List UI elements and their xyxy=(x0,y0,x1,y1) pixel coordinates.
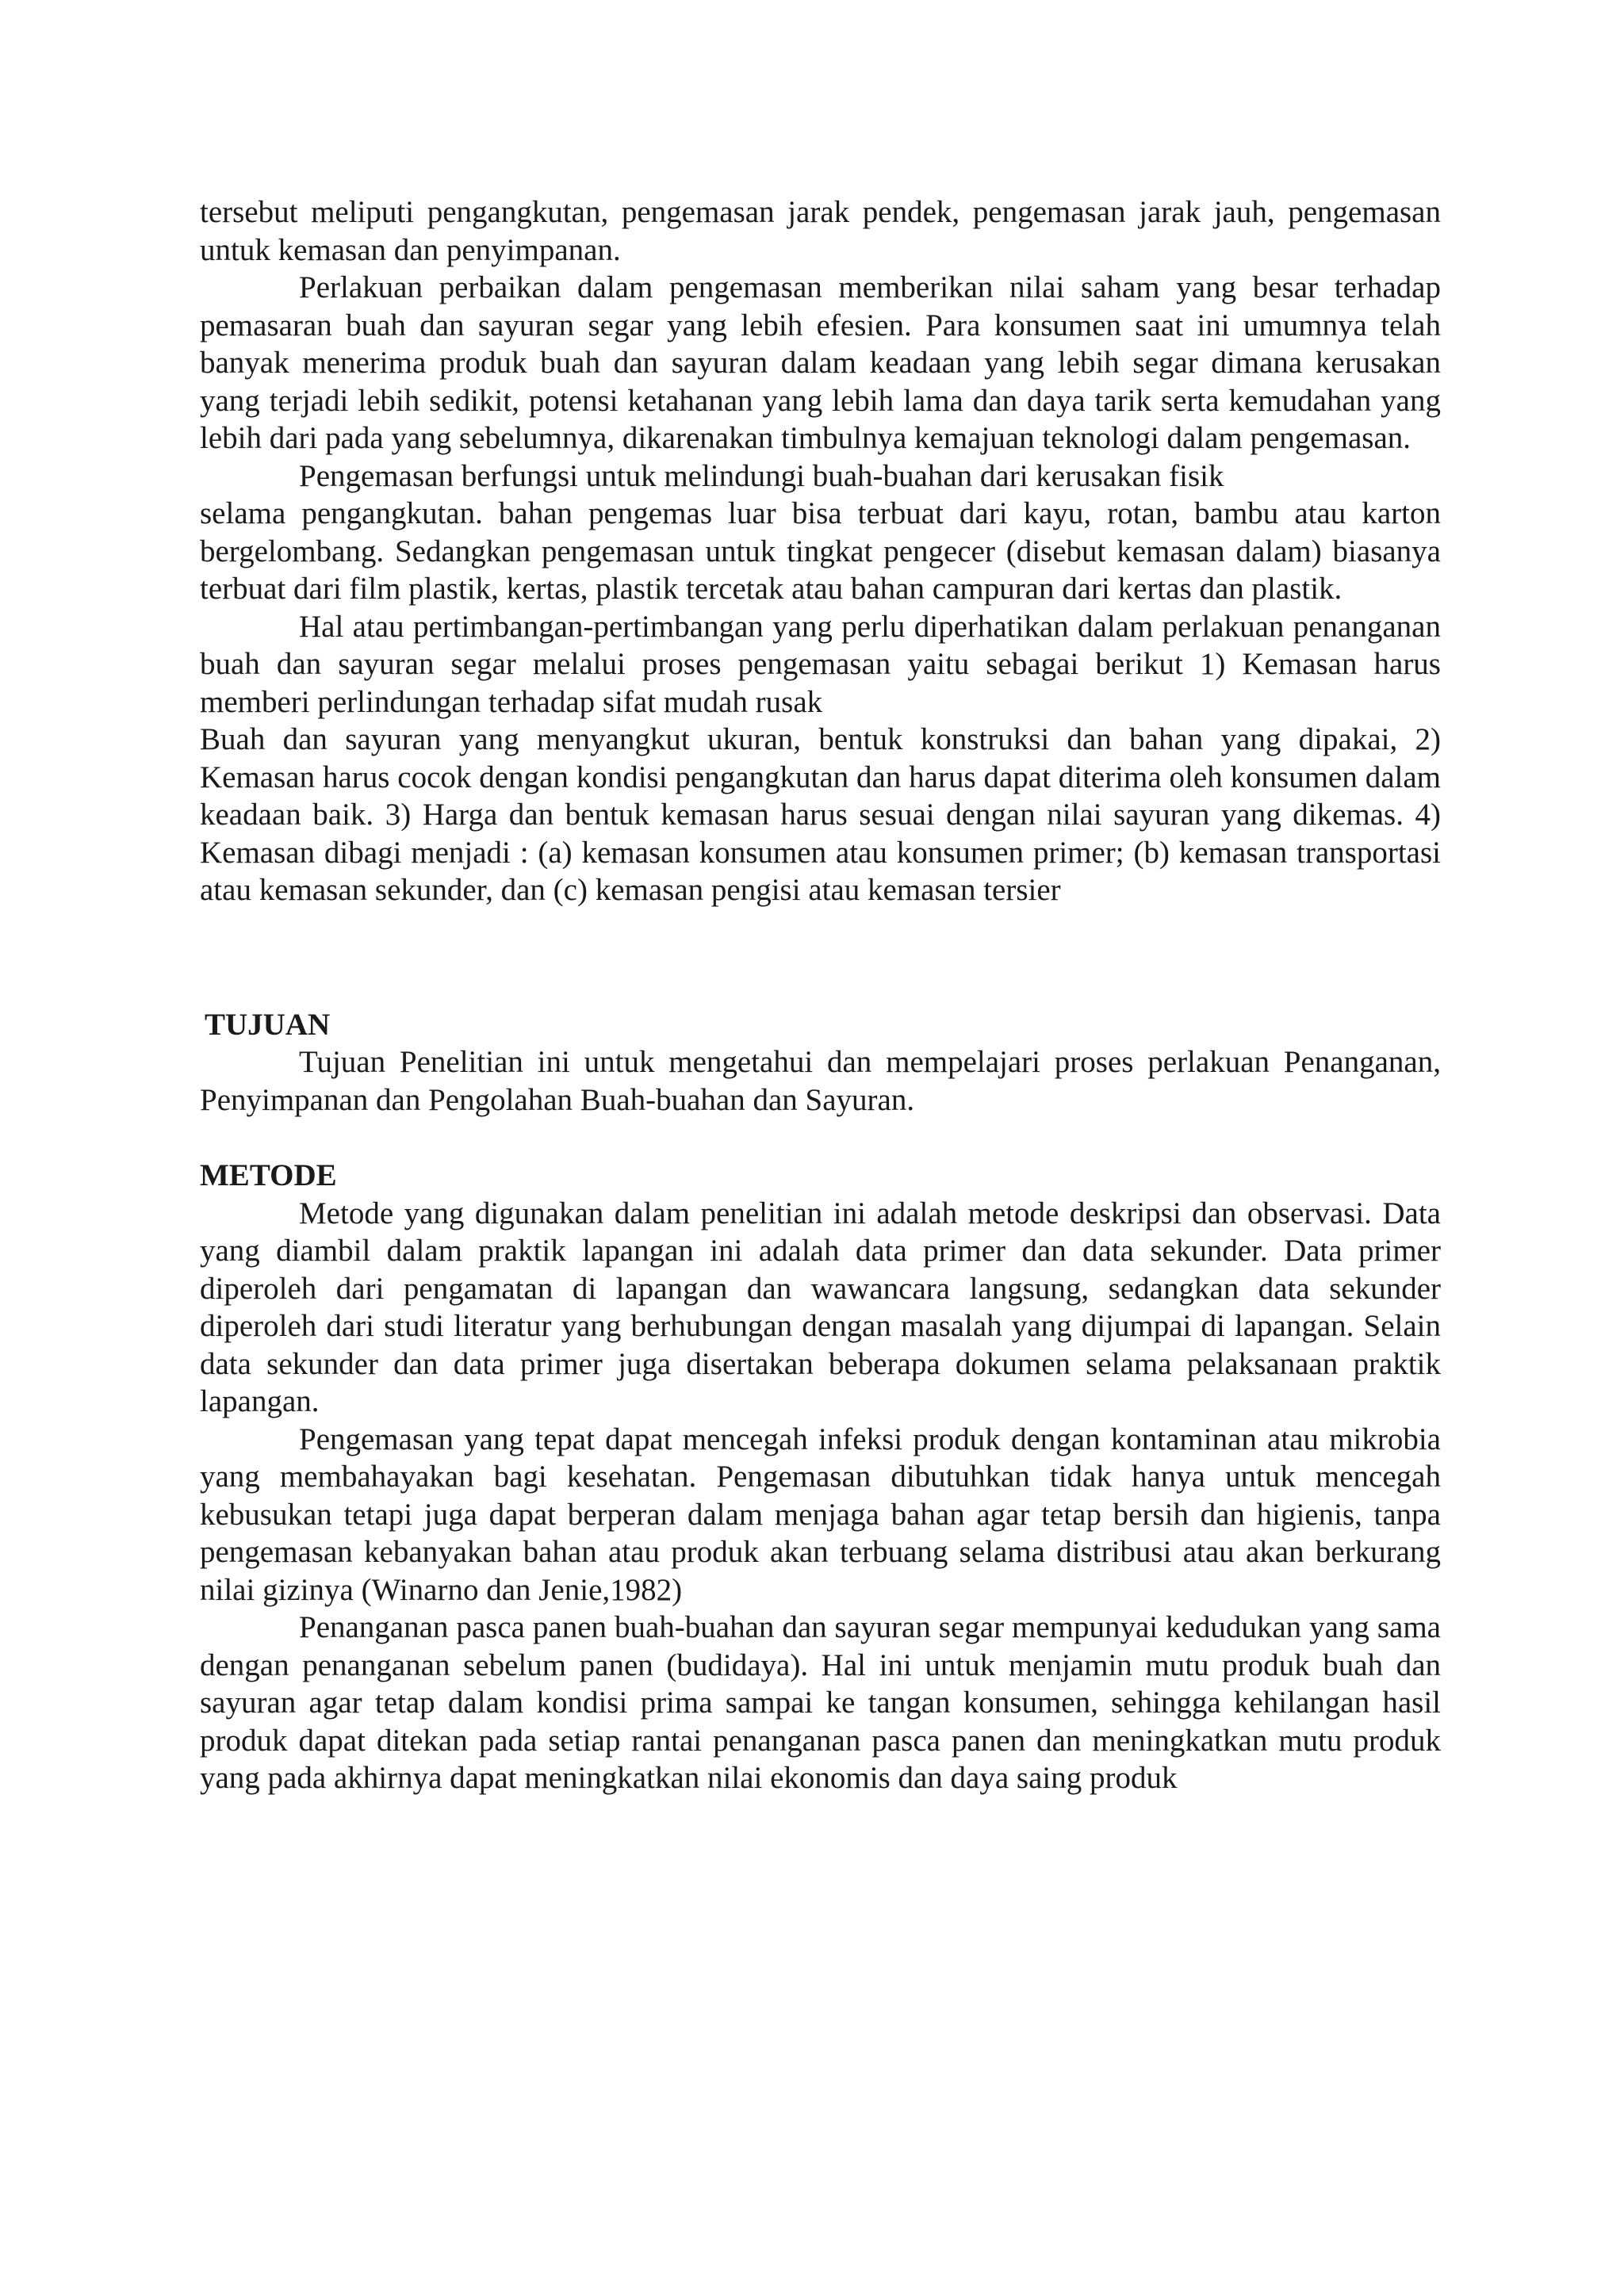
paragraph-considerations: Hal atau pertimbangan-pertimbangan yang perlu diperhatikan dalam perlakuan penanganan buah dan sayuran segar melalui proses pengemasan yaitu sebagai berikut 1) Kemasan harus memberi perlindungan terhadap sifat mudah rusak xyxy=(200,609,1441,719)
paragraph-packaging-function: Pengemasan berfungsi untuk melindungi buah-buahan dari kerusakan fisik xyxy=(299,458,1224,493)
document-body xyxy=(200,193,1441,1797)
paragraph-metode-method: Metode yang digunakan dalam penelitian ini adalah metode deskripsi dan observasi. Data yang diambil dalam praktik lapangan ini adalah data primer dan data sekunder. Data primer diperoleh dari pengamatan di lapangan dan wawancara langsung, sedangkan data sekunder diperoleh dari studi literatur yang berhubungan dengan masalah yang dijumpai di lapangan. Selain data sekunder dan data primer juga disertakan beberapa dokumen selama pelaksanaan praktik lapangan. xyxy=(200,1196,1441,1418)
paragraph-continuation: tersebut meliputi pengangkutan, pengemasan jarak pendek, pengemasan jarak jauh, pengemasan untuk kemasan dan penyimpanan. xyxy=(200,195,1441,267)
section-heading-tujuan: TUJUAN xyxy=(205,1007,331,1042)
paragraph-metode-postharvest: Penanganan pasca panen buah-buahan dan sayuran segar mempunyai kedudukan yang sama dengan penanganan sebelum panen (budidaya). Hal ini untuk menjamin mutu produk buah dan sayuran agar tetap dalam kondisi prima sampai ke tangan konsumen, sehingga kehilangan hasil produk dapat ditekan pada setiap rantai penanganan pasca panen dan meningkatkan mutu produk yang pada akhirnya dapat meningkatkan nilai ekonomis dan daya saing produk xyxy=(200,1610,1441,1795)
paragraph-packaging-improvement: Perlakuan perbaikan dalam pengemasan memberikan nilai saham yang besar terhadap pemasaran buah dan sayuran segar yang lebih efesien. Para konsumen saat ini umumnya telah banyak menerima produk buah dan sayuran dalam keadaan yang lebih segar dimana kerusakan yang terjadi lebih sedikit, potensi ketahanan yang lebih lama dan daya tarik serta kemudahan yang lebih dari pada yang sebelumnya, dikarenakan timbulnya kemajuan teknologi dalam pengemasan. xyxy=(200,270,1441,455)
paragraph-considerations-list: Buah dan sayuran yang menyangkut ukuran, bentuk konstruksi dan bahan yang dipakai, 2) Kemasan harus cocok dengan kondisi pengangkutan dan harus dapat diterima oleh konsumen dalam keadaan baik. 3) Harga dan bentuk kemasan harus sesuai dengan nilai sayuran yang dikemas. 4) Kemasan dibagi menjadi : (a) kemasan konsumen atau konsumen primer; (b) kemasan transportasi atau kemasan sekunder, dan (c) kemasan pengisi atau kemasan tersier xyxy=(200,722,1441,907)
paragraph-metode-packaging: Pengemasan yang tepat dapat mencegah infeksi produk dengan kontaminan atau mikrobia yang membahayakan bagi kesehatan. Pengemasan dibutuhkan tidak hanya untuk mencegah kebusukan tetapi juga dapat berperan dalam menjaga bahan agar tetap bersih dan higienis, tanpa pengemasan kebanyakan bahan atau produk akan terbuang selama distribusi atau akan berkurang nilai gizinya (Winarno dan Jenie,1982) xyxy=(200,1422,1441,1607)
section-heading-metode: METODE xyxy=(200,1158,337,1192)
paragraph-tujuan: Tujuan Penelitian ini untuk mengetahui dan mempelajari proses perlakuan Penanganan, Penyimpanan dan Pengolahan Buah-buahan dan Sayuran. xyxy=(200,1045,1441,1117)
paragraph-packaging-materials: selama pengangkutan. bahan pengemas luar bisa terbuat dari kayu, rotan, bambu atau karton bergelombang. Sedangkan pengemasan untuk tingkat pengecer (disebut kemasan dalam) biasanya terbuat dari film plastik, kertas, plastik tercetak atau bahan campuran dari kertas dan plastik. xyxy=(200,496,1441,606)
